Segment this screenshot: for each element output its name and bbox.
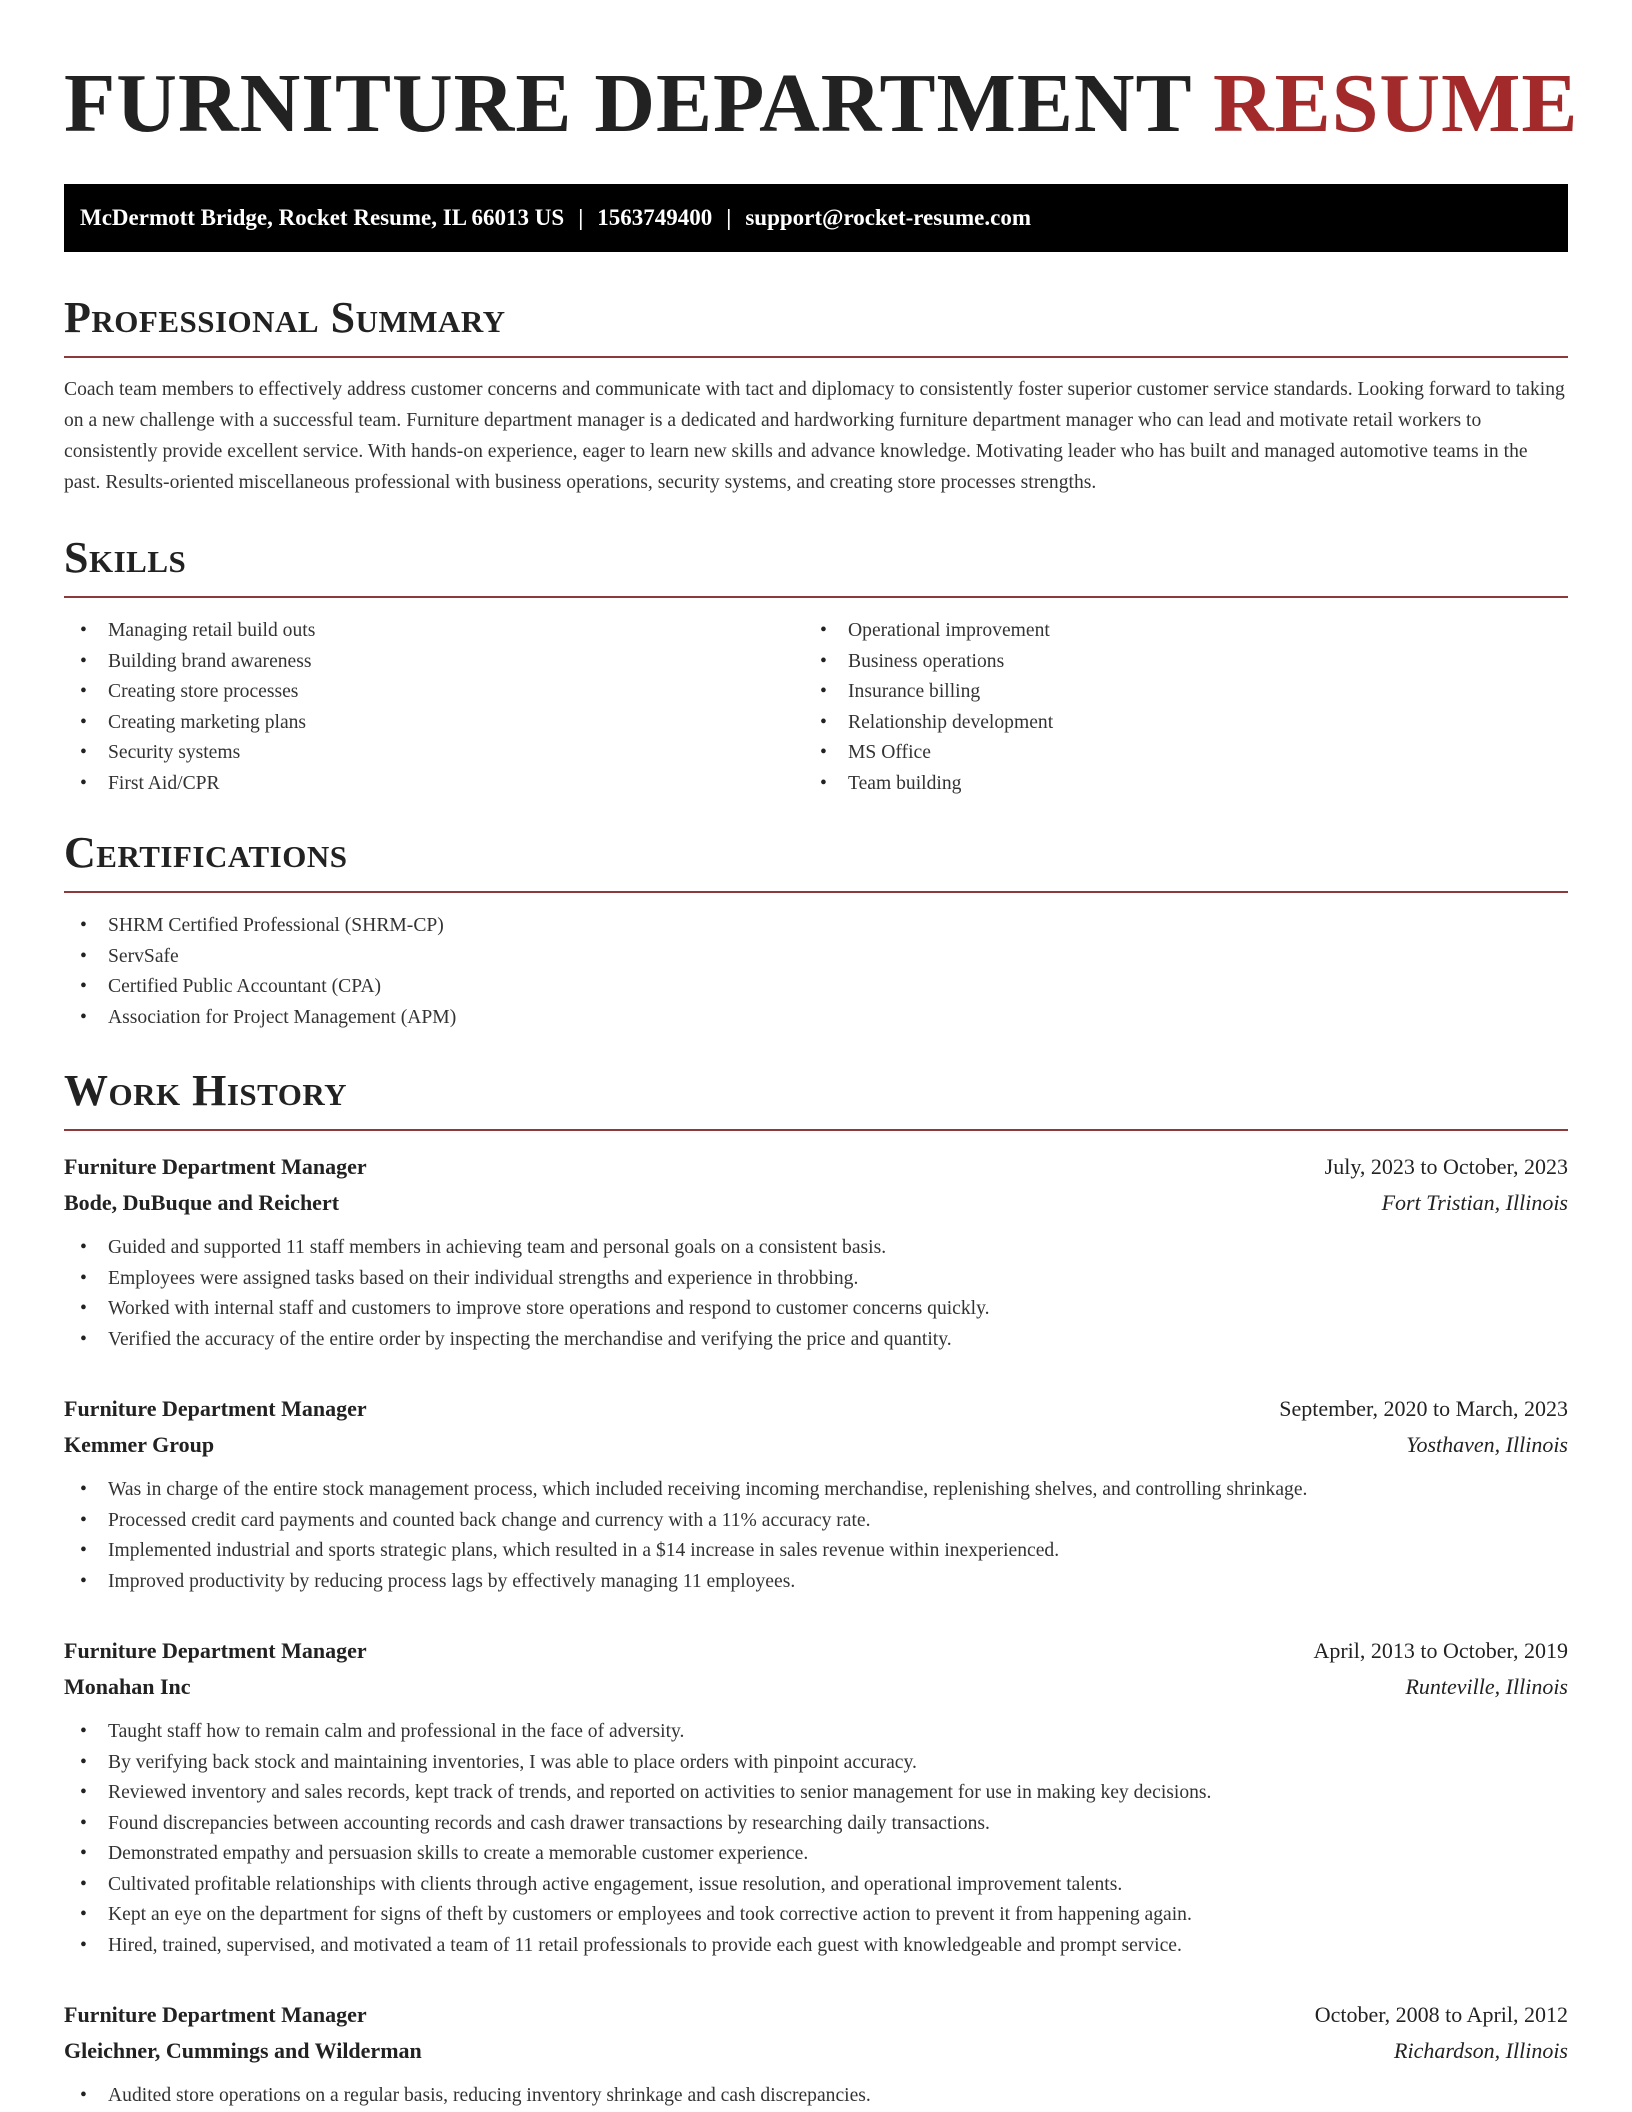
skills-list-left bbox=[64, 616, 804, 799]
job-header-row bbox=[64, 1633, 1568, 1669]
job-bullet: • Cultivated profitable relationships with clients through active engagement, issue resolution, and operational improvement talents. bbox=[64, 1870, 1568, 1901]
title-main: FURNITURE DEPARTMENT bbox=[64, 57, 1192, 150]
job-location: Runteville, Illinois bbox=[1405, 1674, 1568, 1699]
certification-item: • SHRM Certified Professional (SHRM-CP) bbox=[64, 911, 1568, 942]
job-company: Kemmer Group bbox=[64, 1432, 215, 1457]
contact-bar bbox=[64, 184, 1568, 252]
job-location: Fort Tristian, Illinois bbox=[1381, 1190, 1568, 1215]
section-heading-certifications: Certifications bbox=[64, 827, 1568, 893]
job-bullet: • By verifying back stock and maintaining inventories, I was able to place orders with pinpoint accuracy. bbox=[64, 1748, 1568, 1779]
job-bullets bbox=[64, 1717, 1568, 1961]
job-company: Monahan Inc bbox=[64, 1674, 191, 1699]
job-bullets bbox=[64, 1233, 1568, 1355]
job-dates: July, 2023 to October, 2023 bbox=[1324, 1154, 1568, 1179]
job-entry bbox=[64, 1149, 1568, 1355]
job-company-row bbox=[64, 1669, 1568, 1705]
job-bullet: • Employees were assigned tasks based on their individual strengths and experience in throbbing. bbox=[64, 1264, 1568, 1295]
job-bullet: • Processed credit card payments and counted back change and currency with a 11% accuracy rate. bbox=[64, 1506, 1568, 1537]
contact-phone: 1563749400 bbox=[597, 205, 713, 230]
job-bullets bbox=[64, 2081, 1568, 2112]
section-heading-skills: Skills bbox=[64, 532, 1568, 598]
section-heading-summary: Professional Summary bbox=[64, 292, 1568, 358]
job-bullet: • Was in charge of the entire stock management process, which included receiving incoming merchandise, replenishing shelves, and controlling shrinkage. bbox=[64, 1475, 1568, 1506]
job-dates: September, 2020 to March, 2023 bbox=[1279, 1396, 1568, 1421]
job-title: Furniture Department Manager bbox=[64, 1638, 367, 1663]
job-location: Yosthaven, Illinois bbox=[1406, 1432, 1568, 1457]
work-history-section bbox=[64, 1065, 1568, 2112]
skill-item: • Creating marketing plans bbox=[64, 708, 804, 739]
job-company: Bode, DuBuque and Reichert bbox=[64, 1190, 340, 1215]
certifications-section bbox=[64, 827, 1568, 1033]
contact-email[interactable]: support@rocket-resume.com bbox=[745, 205, 1031, 230]
skill-item: • Business operations bbox=[804, 647, 1544, 678]
skill-item: • MS Office bbox=[804, 738, 1544, 769]
job-bullet: • Improved productivity by reducing process lags by effectively managing 11 employees. bbox=[64, 1567, 1568, 1598]
certifications-list bbox=[64, 911, 1568, 1033]
job-bullet: • Implemented industrial and sports strategic plans, which resulted in a $14 increase in sales revenue within inexperienced. bbox=[64, 1536, 1568, 1567]
job-title: Furniture Department Manager bbox=[64, 2002, 367, 2027]
job-bullet: • Verified the accuracy of the entire order by inspecting the merchandise and verifying the price and quantity. bbox=[64, 1325, 1568, 1356]
job-company-row bbox=[64, 1185, 1568, 1221]
job-entry bbox=[64, 1633, 1568, 1961]
skill-item: • Building brand awareness bbox=[64, 647, 804, 678]
job-bullet: • Hired, trained, supervised, and motivated a team of 11 retail professionals to provide each guest with knowledgeable and prompt service. bbox=[64, 1931, 1568, 1962]
skills-section bbox=[64, 532, 1568, 799]
job-title: Furniture Department Manager bbox=[64, 1154, 367, 1179]
job-header-row bbox=[64, 1997, 1568, 2033]
professional-summary-section bbox=[64, 292, 1568, 498]
certification-item: • Certified Public Accountant (CPA) bbox=[64, 972, 1568, 1003]
skills-grid bbox=[64, 616, 1568, 799]
skill-item: • Managing retail build outs bbox=[64, 616, 804, 647]
skill-item: • First Aid/CPR bbox=[64, 769, 804, 800]
certification-item: • Association for Project Management (APM) bbox=[64, 1003, 1568, 1034]
job-entry bbox=[64, 1997, 1568, 2112]
job-company-row bbox=[64, 2033, 1568, 2069]
job-bullet: • Reviewed inventory and sales records, kept track of trends, and reported on activities to senior management for use in making key decisions. bbox=[64, 1778, 1568, 1809]
job-company-row bbox=[64, 1427, 1568, 1463]
contact-separator: | bbox=[578, 205, 584, 230]
skill-item: • Security systems bbox=[64, 738, 804, 769]
summary-text: Coach team members to effectively address customer concerns and communicate with tact and diplomacy to consistently foster superior customer service standards. Looking forward to taking on a new challenge with a successful team. Furniture department manager is a dedicated and hardworking furniture department manager who can lead and motivate retail workers to consistently provide excellent service. With hands-on experience, eager to learn new skills and advance knowledge. Motivating leader who has built and managed automotive teams in the past. Results-oriented miscellaneous professional with business operations, security systems, and creating store processes strengths. bbox=[64, 379, 1565, 493]
skill-item: • Relationship development bbox=[804, 708, 1544, 739]
job-bullet: • Taught staff how to remain calm and professional in the face of adversity. bbox=[64, 1717, 1568, 1748]
job-bullet: • Demonstrated empathy and persuasion skills to create a memorable customer experience. bbox=[64, 1839, 1568, 1870]
certification-item: • ServSafe bbox=[64, 942, 1568, 973]
title-accent: RESUME bbox=[1213, 57, 1579, 150]
skill-item: • Team building bbox=[804, 769, 1544, 800]
skill-item: • Operational improvement bbox=[804, 616, 1544, 647]
job-bullet: • Worked with internal staff and customers to improve store operations and respond to customer concerns quickly. bbox=[64, 1294, 1568, 1325]
contact-address: McDermott Bridge, Rocket Resume, IL 66013 US bbox=[80, 205, 565, 230]
job-bullet: • Guided and supported 11 staff members in achieving team and personal goals on a consistent basis. bbox=[64, 1233, 1568, 1264]
job-header-row bbox=[64, 1391, 1568, 1427]
job-entry bbox=[64, 1391, 1568, 1597]
contact-separator: | bbox=[726, 205, 732, 230]
job-bullets bbox=[64, 1475, 1568, 1597]
section-heading-work-history: Work History bbox=[64, 1065, 1568, 1131]
skills-list-right bbox=[804, 616, 1544, 799]
job-location: Richardson, Illinois bbox=[1394, 2038, 1568, 2063]
job-bullet: • Found discrepancies between accounting records and cash drawer transactions by researching daily transactions. bbox=[64, 1809, 1568, 1840]
job-dates: October, 2008 to April, 2012 bbox=[1314, 2002, 1568, 2027]
job-dates: April, 2013 to October, 2019 bbox=[1313, 1638, 1568, 1663]
job-bullet: • Kept an eye on the department for signs of theft by customers or employees and took corrective action to prevent it from happening again. bbox=[64, 1900, 1568, 1931]
skill-item: • Insurance billing bbox=[804, 677, 1544, 708]
skill-item: • Creating store processes bbox=[64, 677, 804, 708]
job-header-row bbox=[64, 1149, 1568, 1185]
job-title: Furniture Department Manager bbox=[64, 1396, 367, 1421]
resume-title bbox=[64, 0, 1579, 152]
job-bullet: • Audited store operations on a regular basis, reducing inventory shrinkage and cash discrepancies. bbox=[64, 2081, 1568, 2112]
job-company: Gleichner, Cummings and Wilderman bbox=[64, 2038, 422, 2063]
